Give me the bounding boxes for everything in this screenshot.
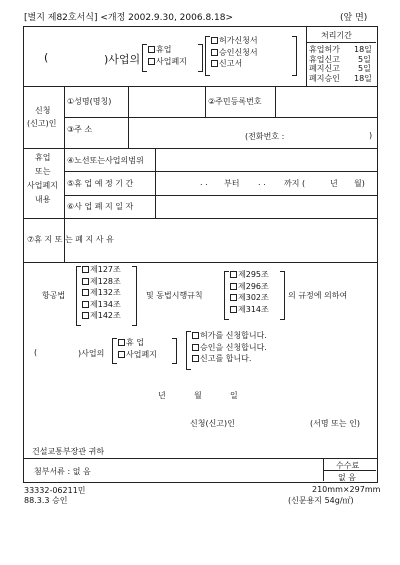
rule-article-option[interactable]: 제314조 xyxy=(230,304,269,316)
reason-label: ⑦휴 지 또 는 폐 지 사 유 xyxy=(27,235,114,244)
form-number: [별지 제82호서식] <개정 2002.9.30, 2006.8.18> xyxy=(24,13,234,23)
phone-label: (전화번호 : xyxy=(245,132,285,141)
rule-article-options xyxy=(230,269,269,315)
article-option[interactable]: 제132조 xyxy=(82,287,121,299)
option-request-permit[interactable]: 허가를 신청합니다. xyxy=(192,330,267,342)
resident-number-label: ②주민등록번호 xyxy=(208,97,262,106)
checkbox[interactable] xyxy=(82,312,89,319)
article-option[interactable]: 제128조 xyxy=(82,276,121,288)
date-day-label: 일 xyxy=(230,391,238,400)
period-from-dots: . . xyxy=(200,178,208,187)
suspension-label-line4: 내용 xyxy=(35,195,51,204)
suspension-label-line2: 또는 xyxy=(35,167,51,176)
checkbox[interactable] xyxy=(230,294,237,301)
suspension-label-line1: 휴업 xyxy=(35,153,51,162)
checkbox[interactable] xyxy=(192,344,199,351)
checkbox[interactable] xyxy=(211,60,218,67)
title-paren-left: ( xyxy=(44,51,49,64)
route-scope-field[interactable] xyxy=(158,151,373,169)
processing-row: 폐지승인 18일 xyxy=(309,73,372,83)
statement-tail: 의 규정에 의하여 xyxy=(288,291,348,300)
option-approval-application[interactable]: 승인신청서 xyxy=(211,47,258,59)
suspension-period-label: ⑤휴 업 예 정 기 간 xyxy=(67,179,134,188)
processing-row: 휴업신고 5일 xyxy=(309,54,371,64)
period-month-label: 월) xyxy=(354,179,365,188)
checkbox[interactable] xyxy=(211,37,218,44)
option-suspension[interactable]: 휴 업 xyxy=(118,337,157,349)
title-type-options xyxy=(148,44,187,67)
checkbox[interactable] xyxy=(82,301,89,308)
footer-approval: 88.3.3 승인 xyxy=(24,496,68,505)
address-label: ③주 소 xyxy=(67,125,93,134)
fee-value: 없 음 xyxy=(338,473,356,482)
rule-article-option[interactable]: 제302조 xyxy=(230,292,269,304)
article-option[interactable]: 제142조 xyxy=(82,310,121,322)
statement-paren-left: ( xyxy=(34,348,38,357)
checkbox[interactable] xyxy=(192,332,199,339)
title-document-options xyxy=(211,35,258,70)
suspension-label-line3: 사업폐지 xyxy=(27,181,58,190)
period-to-dots: . . xyxy=(258,178,266,187)
checkbox[interactable] xyxy=(148,46,155,53)
checkbox[interactable] xyxy=(211,49,218,56)
title-business-label: )사업의 xyxy=(104,53,141,66)
checkbox[interactable] xyxy=(192,355,199,362)
date-year-label: 년 xyxy=(158,391,166,400)
statement-business-label: )사업의 xyxy=(78,349,105,358)
option-report[interactable]: 신고를 합니다. xyxy=(192,353,267,365)
checkbox[interactable] xyxy=(82,278,89,285)
law-article-options xyxy=(82,264,121,322)
checkbox[interactable] xyxy=(230,271,237,278)
option-closure[interactable]: 사업폐지 xyxy=(118,349,157,361)
page-side-label: (앞 면) xyxy=(340,13,368,23)
checkbox[interactable] xyxy=(148,58,155,65)
resident-number-field[interactable] xyxy=(279,90,373,114)
checkbox[interactable] xyxy=(230,283,237,290)
date-month-label: 월 xyxy=(194,391,202,400)
processing-period-label: 처리기간 xyxy=(321,31,352,40)
option-request-approval[interactable]: 승인을 신청합니다. xyxy=(192,342,267,354)
processing-row: 휴업허가 18일 xyxy=(309,45,372,54)
signature-note[interactable]: (서명 또는 인) xyxy=(310,419,360,428)
footer-size: 210mm×297mm xyxy=(312,485,381,494)
processing-row: 폐지신고 5일 xyxy=(309,64,371,73)
name-field[interactable] xyxy=(131,90,201,114)
closure-date-label: ⑥사 업 폐 지 일 자 xyxy=(67,202,134,211)
phone-close: ) xyxy=(369,131,373,140)
option-permit-application[interactable]: 허가신청서 xyxy=(211,35,258,47)
law-connector: 및 동법시행규칙 xyxy=(146,291,203,300)
attachments-label: 첨부서류 : 없 음 xyxy=(34,467,91,476)
article-option[interactable]: 제134조 xyxy=(82,299,121,311)
statement-business-options xyxy=(118,337,157,360)
rule-article-option[interactable]: 제296조 xyxy=(230,281,269,293)
applicant-label-line1: 신청 xyxy=(35,106,51,115)
checkbox[interactable] xyxy=(82,289,89,296)
period-to-label: 까지 ( xyxy=(284,179,306,188)
option-suspension[interactable]: 휴업 xyxy=(148,44,187,56)
option-closure[interactable]: 사업폐지 xyxy=(148,56,187,68)
footer-code: 33332-06211민 xyxy=(24,486,86,495)
article-option[interactable]: 제127조 xyxy=(82,264,121,276)
signature-label: 신청(신고)인 xyxy=(190,419,235,428)
name-label: ①성명(명칭) xyxy=(67,97,112,106)
period-from-label: 부터 xyxy=(224,179,240,188)
fee-label: 수수료 xyxy=(336,461,360,470)
option-report[interactable]: 신고서 xyxy=(211,58,258,70)
checkbox[interactable] xyxy=(118,339,125,346)
closure-date-field[interactable] xyxy=(158,198,373,216)
request-type-options xyxy=(192,330,267,365)
period-year-label: 년 xyxy=(330,179,338,188)
applicant-label-line2: (신고)인 xyxy=(27,119,57,128)
addressee: 건설교통부장관 귀하 xyxy=(32,447,105,456)
processing-period-list xyxy=(309,45,372,83)
address-field[interactable] xyxy=(131,120,241,144)
reason-field[interactable] xyxy=(158,222,373,258)
rule-article-option[interactable]: 제295조 xyxy=(230,269,269,281)
route-scope-label: ④노선또는사업의범위 xyxy=(67,156,144,165)
footer-paper: (신문용지 54g/㎡) xyxy=(288,496,354,505)
checkbox[interactable] xyxy=(230,306,237,313)
law-name: 항공법 xyxy=(42,291,66,300)
checkbox[interactable] xyxy=(82,266,89,273)
checkbox[interactable] xyxy=(118,351,125,358)
